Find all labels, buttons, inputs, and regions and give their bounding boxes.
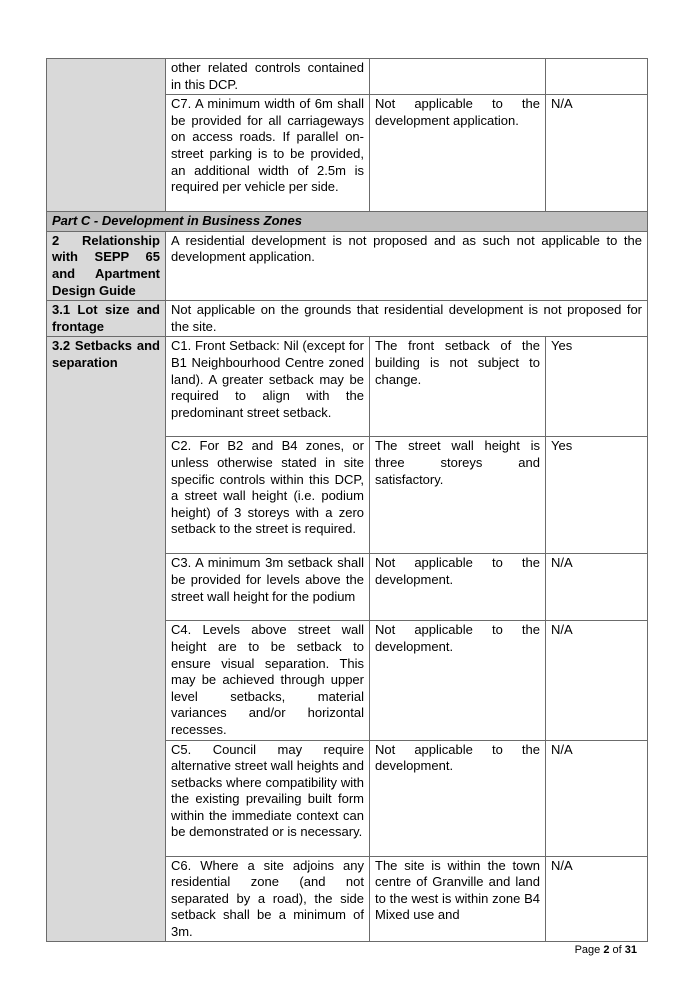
requirement-cell: C5. Council may require alternative street wall heights and setbacks where compatibility with the existing prevailing built form within the immediate context can be demonstrated or is necessary. xyxy=(166,740,370,856)
compliance-cell: N/A xyxy=(546,95,648,212)
compliance-cell: N/A xyxy=(546,621,648,740)
compliance-cell: N/A xyxy=(546,554,648,621)
compliance-table xyxy=(46,58,648,942)
page-number: Page 2 of 31 xyxy=(574,944,637,956)
requirement-cell: C1. Front Setback: Nil (except for B1 Neighbourhood Centre zoned land). A greater setback may be required to align with the predominant street setback. xyxy=(166,337,370,437)
comment-cell: The front setback of the building is not subject to change. xyxy=(370,337,546,437)
compliance-cell xyxy=(546,59,648,95)
compliance-cell: Yes xyxy=(546,437,648,554)
compliance-cell: N/A xyxy=(546,856,648,942)
comment-cell: Not applicable to the development application. xyxy=(370,95,546,212)
requirement-cell: other related controls contained in this DCP. xyxy=(166,59,370,95)
comment-cell: Not applicable to the development. xyxy=(370,621,546,740)
comment-cell: The street wall height is three storeys and satisfactory. xyxy=(370,437,546,554)
comment-cell xyxy=(370,59,546,95)
section-text-cell: Not applicable on the grounds that residential development is not proposed for the site. xyxy=(166,301,648,337)
comment-cell: The site is within the town centre of Granville and land to the west is within zone B4 Mixed use and xyxy=(370,856,546,942)
requirement-cell: C4. Levels above street wall height are to be setback to ensure visual separation. This may be achieved through upper level setbacks, material variances and/or horizontal recesses. xyxy=(166,621,370,740)
compliance-cell: Yes xyxy=(546,337,648,437)
section-label-cell: 3.1 Lot size and frontage xyxy=(47,301,166,337)
table-row xyxy=(47,59,648,95)
part-heading-row xyxy=(47,212,648,232)
table-row xyxy=(47,337,648,437)
section-label-cell: 2 Relationship with SEPP 65 and Apartment Design Guide xyxy=(47,231,166,300)
section-label-cell: 3.2 Setbacks and separation xyxy=(47,337,166,942)
requirement-cell: C6. Where a site adjoins any residential zone (and not separated by a road), the side setback shall be a minimum of 3m. xyxy=(166,856,370,942)
requirement-cell: C3. A minimum 3m setback shall be provided for levels above the street wall height for the podium xyxy=(166,554,370,621)
table-row xyxy=(47,301,648,337)
table-row xyxy=(47,231,648,300)
compliance-cell: N/A xyxy=(546,740,648,856)
requirement-cell: C2. For B2 and B4 zones, or unless otherwise stated in site specific controls within this DCP, a street wall height (i.e. podium height) of 3 storeys with a zero setback to the street is required. xyxy=(166,437,370,554)
part-heading: Part C - Development in Business Zones xyxy=(47,212,648,232)
comment-cell: Not applicable to the development. xyxy=(370,740,546,856)
requirement-cell: C7. A minimum width of 6m shall be provided for all carriageways on access roads. If parallel on-street parking is to be provided, an additional width of 2.5m is required per vehicle per side. xyxy=(166,95,370,212)
comment-cell: Not applicable to the development. xyxy=(370,554,546,621)
section-label-cell xyxy=(47,59,166,212)
section-text-cell: A residential development is not proposed and as such not applicable to the development application. xyxy=(166,231,648,300)
